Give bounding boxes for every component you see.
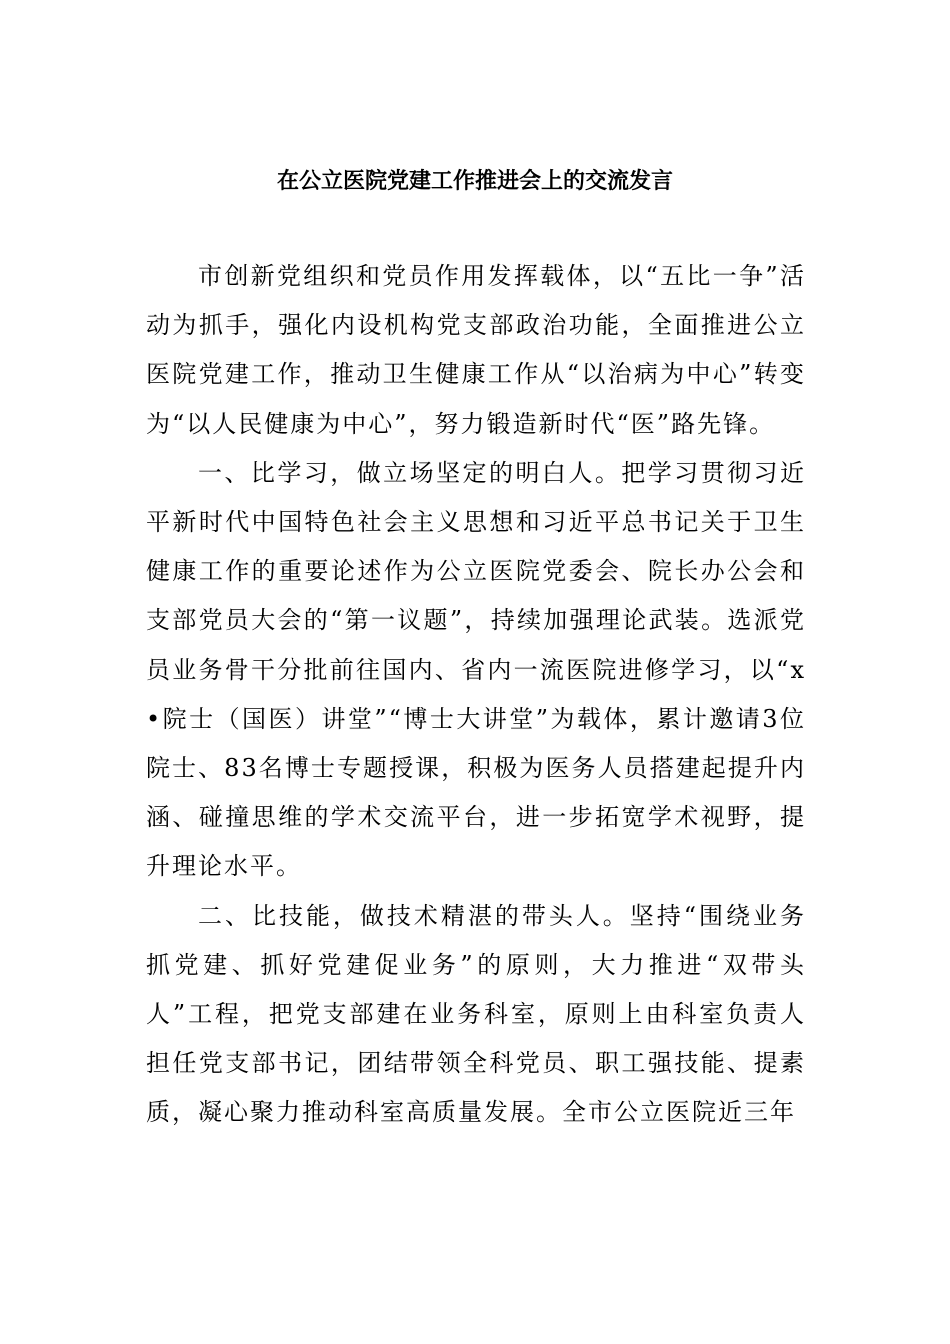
document-body <box>146 252 806 1138</box>
paragraph-intro: 市创新党组织和党员作用发挥载体，以“五比一争”活动为抓手，强化内设机构党支部政治功能，全面推进公立医院党建工作，推动卫生健康工作从“以治病为中心”转变为“以人民健康为中心”，努力锻造新时代“医”路先锋。 <box>146 262 806 438</box>
paragraph-section-1: 一、比学习，做立场坚定的明白人。把学习贯彻习近平新时代中国特色社会主义思想和习近平总书记关于卫生健康工作的重要论述作为公立医院党委会、院长办公会和支部党员大会的“第一议题”，持续加强理论武装。选派党员业务骨干分批前往国内、省内一流医院进修学习，以“x•院士（国医）讲堂”“博士大讲堂”为载体，累计邀请3位院士、83名博士专题授课，积极为医务人员搭建起提升内涵、碰撞思维的学术交流平台，进一步拓宽学术视野，提升理论水平。 <box>146 458 806 881</box>
document-title: 在公立医院党建工作推进会上的交流发言 <box>276 168 673 194</box>
paragraph-section-2: 二、比技能，做技术精湛的带头人。坚持“围绕业务抓党建、抓好党建促业务”的原则，大力推进“双带头人”工程，把党支部建在业务科室，原则上由科室负责人担任党支部书记，团结带领全科党员、职工强技能、提素质，凝心聚力推动科室高质量发展。全市公立医院近三年 <box>146 901 806 1127</box>
